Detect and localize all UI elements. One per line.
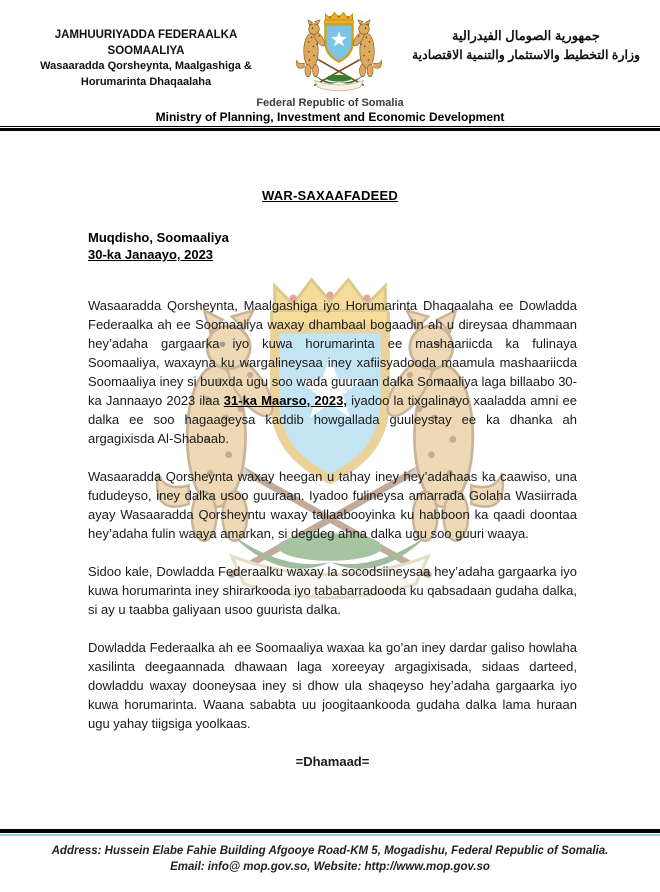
end-mark: =Dhamaad= xyxy=(295,754,370,769)
header-divider-rule xyxy=(0,126,660,131)
footer-rule-cyan xyxy=(0,834,660,837)
paragraph-4: Dowladda Federaalka ah ee Soomaaliya waxaa ka go’an iney dardar galiso howlaha xasilinta deegaannada dhawaan laga xoreeyay argagixisada, sidaas darteed, dowladdu waxay dooneysaa iney si dhow ula shaqeyso hey’adaha gargaarka iyo kuwa horumarinta. Waana sababta uu joogitaankooda gudaha dalka lama huraan ugu yahay tiigsiga yoolkaas. xyxy=(88,640,577,731)
header-somali-block xyxy=(30,27,262,90)
paragraph-1 xyxy=(88,296,577,448)
header-arabic-block xyxy=(402,26,650,65)
dateline-city: Muqdisho, Soomaaliya xyxy=(88,230,229,245)
header-somali-line-2: Wasaaradda Qorsheynta, Maalgashiga & xyxy=(40,60,252,72)
dateline-date: 30-ka Janaayo, 2023 xyxy=(88,247,214,262)
paragraph-1-text: Wasaaradda Qorsheynta, Maalgashiga iyo Horumarinta Dhaqaalaha ee Dowladda Federaalka ah ee Soomaaliya waxay dhambaal bogaadin ah u direysaa dhammaan hey’adaha gargaarka iyo kuwa horumarinta ee mashaariicda ka fulinaya Soomaaliya, waxayna ku wargalineysaa iney xafiisyadooda maamula mashaariicda Soomaaliya iney si buuxda ugu soo wada guuraan dalka Somaaliya laga billaabo 30-ka Jannaayo 2023 ilaa xyxy=(88,298,577,408)
paragraph-1-text-cont: iyadoo la tixgalinayo xaaladda amni ee dalka ee soo hagaageysa kaddib howgallada guuleystay ee ka dhanka ah argagixisda Al-Shabaab. xyxy=(88,393,577,446)
header-country-name: Federal Republic of Somalia xyxy=(256,97,404,109)
header-somali-line-3: Horumarinta Dhaqaalaha xyxy=(80,75,212,88)
paragraph-1-highlighted-date: 31-ka Maarso, 2023, xyxy=(223,393,347,408)
header-arabic-line-2: وزارة التخطيط والاستثمار والتنمية الاقتصادية xyxy=(411,48,641,62)
footer-divider-rule xyxy=(0,829,660,836)
footer-address: Address: Hussein Elabe Fahie Building Afgooye Road-KM 5, Mogadishu, Federal Republic of Somalia. xyxy=(51,845,609,857)
footer-block xyxy=(0,843,660,875)
header-ministry-name: Ministry of Planning, Investment and Economic Development xyxy=(155,110,505,124)
footer-rule-black xyxy=(0,829,660,833)
footer-contact: Email: info@ mop.gov.so, Website: http://www.mop.gov.so xyxy=(170,861,490,873)
dateline xyxy=(88,229,229,263)
paragraph-2: Wasaaradda Qorsheynta waxay heegan u tahay iney hey’adahaas ka caawiso, una fududeyso, iney dalka usoo guuraan. Iyadoo fulineysa amarrada Golaha Wasiirrada ayay Wasaaradda Qorsheyntu waxay tallaabooyinka ku habboon ka qaadi doontaa hey’adaha fulin waaya amarkan, si degdeg ahna dalka ugu soo guuri waaya. xyxy=(88,469,577,541)
header-arabic-line-1: جمهورية الصومال الفيدرالية xyxy=(452,28,600,43)
paragraph-3: Sidoo kale, Dowladda Federaalku waxay la socodsiineysaa hey’adaha gargaarka iyo kuwa horumarinta iney shirarkooda iyo tababarradooda ku qabsadaan gudaha dalka, si ay u taabba galiyaan usoo guurista dalka. xyxy=(88,564,577,617)
header-somali-line-1: JAMHUURIYADDA FEDERAALKA SOOMAALIYA xyxy=(54,29,238,57)
press-release-title: WAR-SAXAAFADEED xyxy=(262,188,398,203)
somalia-coat-of-arms-icon xyxy=(286,10,392,95)
body-text xyxy=(88,296,577,771)
header-english-block xyxy=(0,96,660,125)
